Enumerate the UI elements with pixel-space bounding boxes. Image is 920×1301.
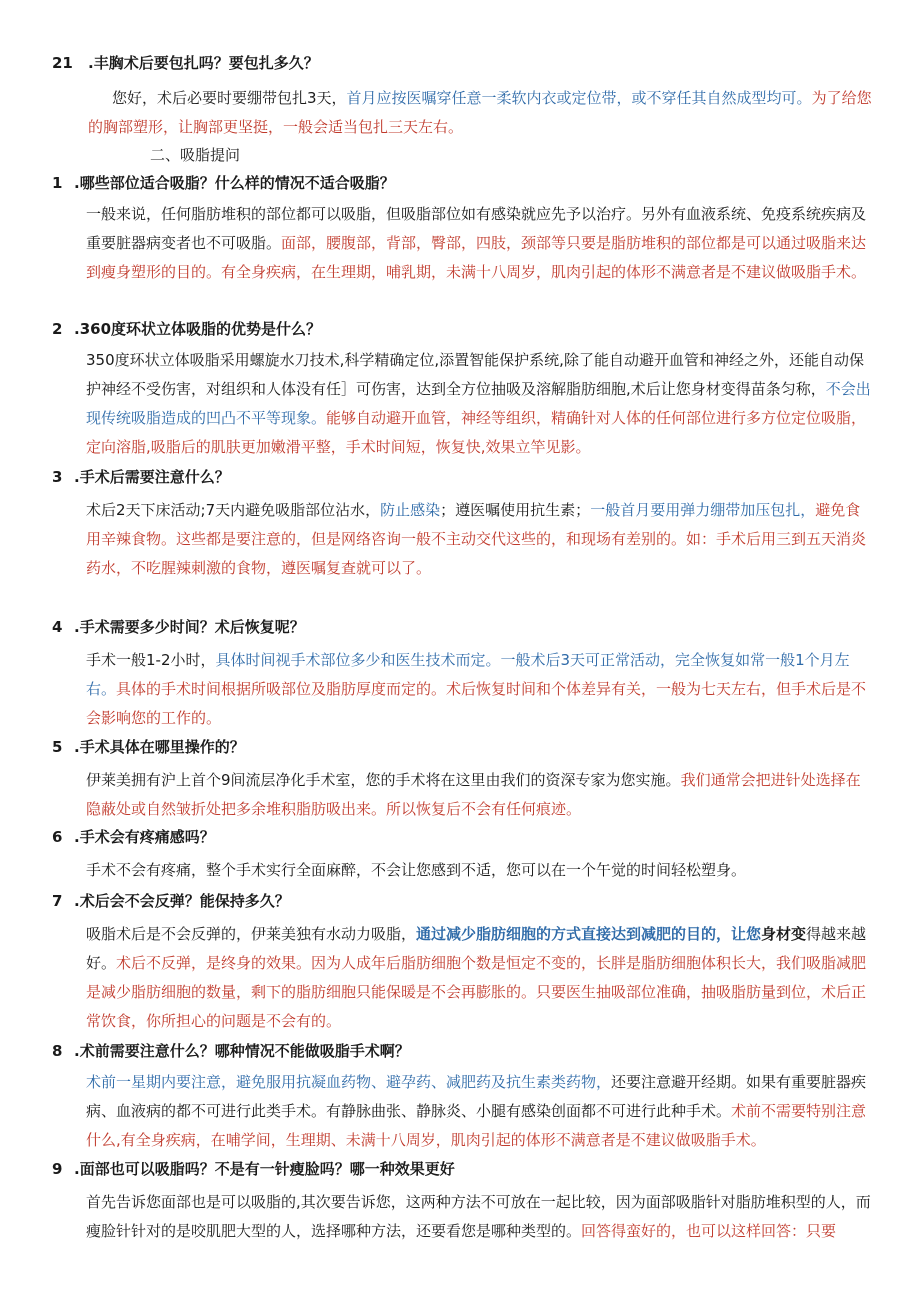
answer-segment: 回答得蛮好的，也可以这样回答：只要 — [581, 1222, 837, 1240]
answer-paragraph — [86, 496, 872, 583]
question-number: 3 — [52, 468, 63, 486]
question-number: 4 — [52, 618, 63, 636]
question-text: .哪些部位适合吸脂？什么样的情况不适合吸脂？ — [74, 174, 395, 192]
question-number: 2 — [52, 320, 63, 338]
answer-segment: 首月应按医嘱穿任意一柔软内衣或定位带，或不穿任其自然成型均可。 — [346, 89, 812, 107]
question-text: .手术需要多少时间？术后恢复呢？ — [74, 618, 305, 636]
answer-segment: 伊莱美拥有沪上首个9间流层净化手术室，您的手术将在这里由我们的资深专家为您实施。 — [86, 771, 681, 789]
answer-segment: 手术不会有疼痛，整个手术实行全面麻醉，不会让您感到不适，您可以在一个午觉的时间轻松塑身。 — [86, 861, 747, 879]
question-text: .面部也可以吸脂吗？不是有一针瘦脸吗？哪一种效果更好 — [74, 1160, 455, 1178]
question-text: .术前需要注意什么？哪种情况不能做吸脂手术啊？ — [74, 1042, 410, 1060]
question-heading — [52, 172, 395, 194]
answer-segment: 术前一星期内要注意，避免服用抗凝血药物、避孕药、减肥药及抗生素类药物， — [86, 1073, 612, 1091]
answer-segment: 面部，腰腹部，背部，臀部，四肢，颈部等只要是脂肪堆积的部位都是可以通过吸脂来达到瘦身塑形的目的。有全身疾病，在生理期，哺乳期，未满十八周岁，肌肉引起的体形不满意者是不建议做吸脂手术。 — [86, 234, 867, 281]
answer-segment: 得越来越好。 — [86, 925, 867, 972]
answer-segment: 还要注意避开经期。如果有重要脏器疾病、血液病的都不可进行此类手术。有静脉曲张、静脉炎、小腿有感染创面都不可进行此种手术。 — [86, 1073, 867, 1120]
answer-segment: 手术一般1-2小时， — [86, 651, 216, 669]
answer-segment: 首先告诉您面部也是可以吸脂的,其次要告诉您，这两种方法不可放在一起比较，因为面部吸脂针对脂肪堆积型的人，而瘦脸针针对的是咬肌肥大型的人，选择哪种方法，还要看您是哪种类型的。 — [86, 1193, 871, 1240]
answer-segment: 避免食用辛辣食物。这些都是要注意的，但是网络咨询一般不主动交代这些的，和现场有差别的。如：手术后用三到五天消炎药水，不吃腥辣刺激的食物，遵医嘱复查就可以了。 — [86, 501, 867, 577]
question-heading — [52, 52, 319, 74]
question-number: 8 — [52, 1042, 63, 1060]
answer-paragraph — [86, 200, 872, 287]
answer-paragraph — [88, 84, 878, 142]
question-text: .手术会有疼痛感吗？ — [74, 828, 215, 846]
question-text: .手术后需要注意什么？ — [74, 468, 230, 486]
answer-segment: 为了给您的胸部塑形，让胸部更坚挺，一般会适当包扎三天左右。 — [88, 89, 872, 136]
answer-paragraph — [86, 1068, 872, 1155]
answer-segment: 通过减少脂肪细胞的方式直接达到减肥的目的，让您 — [416, 925, 762, 943]
question-number: 9 — [52, 1160, 63, 1178]
answer-segment: 具体时间视手术部位多少和医生技术而定。一般术后3天可正常活动，完全恢复如常一般1个月左右。 — [86, 651, 850, 698]
section-heading: 二、吸脂提问 — [150, 146, 241, 164]
answer-segment: 术前不需要特别注意什么,有全身疾病，在哺学间，生理期、未满十八周岁，肌肉引起的体形不满意者是不建议做吸脂手术。 — [86, 1102, 867, 1149]
question-heading — [52, 1158, 455, 1180]
answer-segment: 防止感染 — [380, 501, 441, 519]
answer-segment: ；遵医嘱使用抗生素； — [440, 501, 591, 519]
question-text: .360度环状立体吸脂的优势是什么？ — [74, 320, 322, 338]
question-text: .丰胸术后要包扎吗？要包扎多久？ — [88, 54, 319, 72]
answer-segment: 术后不反弹，是终身的效果。因为人成年后脂肪细胞个数是恒定不变的，长胖是脂肪细胞体积长大，我们吸脂减肥是减少脂肪细胞的数量，剩下的脂肪细胞只能保暖是不会再膨胀的。只要医生抽吸部位准确，抽吸脂肪量到位，术后正常饮食，你所担心的问题是不会有的。 — [86, 954, 867, 1030]
question-text: .手术具体在哪里操作的？ — [74, 738, 245, 756]
answer-segment: 具体的手术时间根据所吸部位及脂肪厚度而定的。术后恢复时间和个体差异有关，一般为七天左右，但手术后是不会影响您的工作的。 — [86, 680, 867, 727]
answer-segment: 您好，术后必要时要绷带包扎3天， — [112, 89, 347, 107]
answer-paragraph — [86, 1188, 872, 1246]
answer-segment: 我们通常会把进针处选择在隐蔽处或自然皱折处把多余堆积脂肪吸出来。所以恢复后不会有任何痕迹。 — [86, 771, 861, 818]
answer-segment: 不会出现传统吸脂造成的凹凸不平等现象。 — [86, 380, 871, 427]
answer-segment: 能够自动避开血管，神经等组织，精确针对人体的任何部位进行多方位定位吸脂，定向溶脂,吸脂后的肌肤更加嫩滑平整，手术时间短，恢复快,效果立竿见影。 — [86, 409, 867, 456]
question-heading — [52, 466, 230, 488]
answer-segment: 术后2天下床活动;7天内避免吸脂部位沾水， — [86, 501, 381, 519]
question-number: 1 — [52, 174, 63, 192]
answer-paragraph — [86, 766, 872, 824]
answer-segment: 一般首月要用弹力绷带加压包扎， — [590, 501, 816, 519]
answer-segment: 350度环状立体吸脂采用螺旋水刀技术,科学精确定位,添置智能保护系统,除了能自动避开血管和神经之外，还能自动保护神经不受伤害，对组织和人体没有任］可伤害，达到全方位抽吸及溶解脂肪细胞,术后让您身材变得苗条匀称， — [86, 351, 864, 398]
answer-paragraph — [86, 346, 872, 462]
question-heading — [52, 616, 305, 638]
question-heading — [52, 890, 290, 912]
question-heading — [52, 318, 321, 340]
answer-segment: 一般来说，任何脂肪堆积的部位都可以吸脂，但吸脂部位如有感染就应先予以治疗。另外有血液系统、免疫系统疾病及重要脏器病变者也不可吸脂。 — [86, 205, 867, 252]
answer-segment: 身材变 — [761, 925, 807, 943]
question-heading — [52, 826, 215, 848]
answer-paragraph — [86, 856, 872, 885]
question-number: 7 — [52, 892, 63, 910]
question-number: 21 — [52, 54, 73, 72]
answer-segment: 吸脂术后是不会反弹的，伊莱美独有水动力吸脂， — [86, 925, 417, 943]
question-number: 5 — [52, 738, 63, 756]
question-text: .术后会不会反弹？能保持多久？ — [74, 892, 290, 910]
question-heading — [52, 736, 245, 758]
answer-paragraph — [86, 646, 872, 733]
question-number: 6 — [52, 828, 63, 846]
answer-paragraph — [86, 920, 872, 1036]
question-heading — [52, 1040, 410, 1062]
